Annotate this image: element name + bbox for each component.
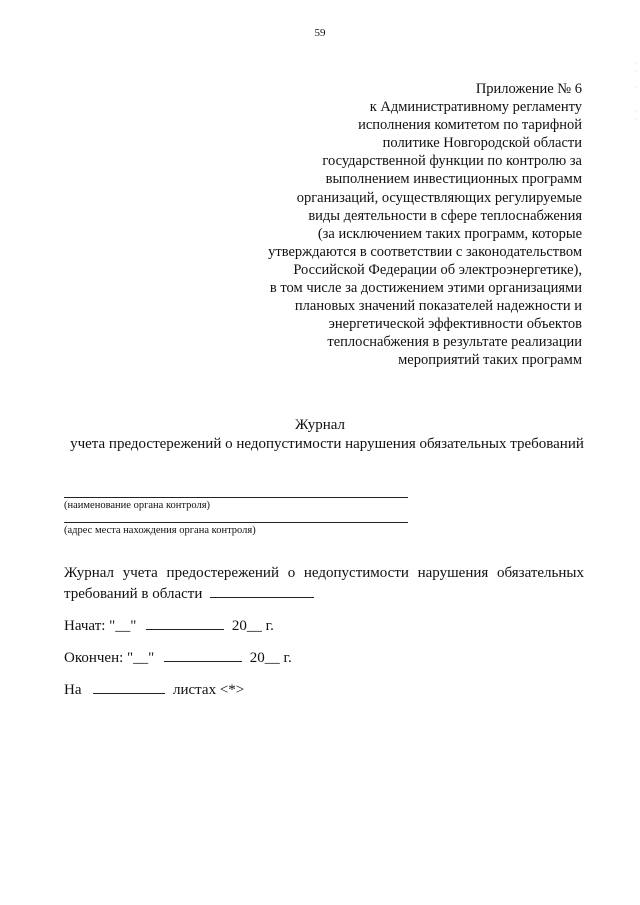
journal-title: Журнал	[294, 417, 345, 433]
finished-month-blank	[164, 647, 242, 662]
appendix-line: виды деятельности в сфере теплоснабжения	[308, 207, 582, 224]
appendix-line: (за исключением таких программ, которые	[317, 225, 582, 242]
appendix-line: Приложение № 6	[475, 81, 582, 97]
sheets-label: На	[64, 682, 82, 698]
sheets-suffix: листах <*>	[173, 682, 245, 698]
appendix-line: политике Новгородской области	[382, 135, 582, 152]
finished-label: Окончен: "__"	[64, 650, 155, 666]
scan-edge-marks: · · · · ·	[635, 61, 637, 123]
paragraph-line-1: Журнал учета предостережений о недопустимости нарушения обязательных	[64, 565, 584, 581]
started-year: 20__ г.	[231, 618, 274, 634]
started-month-blank	[146, 615, 224, 630]
control-body-caption: (наименование органа контроля)	[64, 500, 211, 511]
journal-paragraph	[64, 564, 584, 604]
appendix-header	[162, 80, 582, 370]
paragraph-line-2: требований в области	[64, 586, 203, 602]
address-blank-line	[64, 522, 408, 523]
finished-year: 20__ г.	[249, 650, 292, 666]
sheets-count-blank	[93, 679, 165, 694]
appendix-line: утверждаются в соответствии с законодательством	[268, 243, 582, 260]
appendix-line: Российской Федерации об электроэнергетике),	[293, 261, 582, 278]
appendix-line: плановых значений показателей надежности и	[294, 298, 582, 315]
finished-row	[64, 647, 292, 667]
appendix-line: организаций, осуществляющих регулируемые	[296, 189, 582, 206]
appendix-line: к Административному регламенту	[369, 99, 582, 116]
control-body-blank-line	[64, 497, 408, 498]
appendix-line: выполнением инвестиционных программ	[325, 171, 582, 188]
address-caption: (адрес места нахождения органа контроля)	[64, 525, 256, 536]
appendix-line: в том числе за достижением этими организациями	[269, 280, 582, 297]
journal-subtitle: учета предостережений о недопустимости нарушения обязательных требований	[70, 436, 584, 452]
appendix-line: энергетической эффективности объектов	[328, 316, 582, 333]
sheets-row	[64, 679, 244, 699]
page-number: 59	[314, 27, 326, 39]
appendix-line: исполнения комитетом по тарифной	[358, 117, 582, 134]
appendix-line: теплоснабжения в результате реализации	[327, 334, 582, 351]
region-blank	[210, 583, 314, 598]
started-row	[64, 615, 274, 635]
appendix-line: государственной функции по контролю за	[322, 153, 582, 170]
appendix-line: мероприятий таких программ	[398, 352, 582, 369]
started-label: Начат: "__"	[64, 618, 137, 634]
